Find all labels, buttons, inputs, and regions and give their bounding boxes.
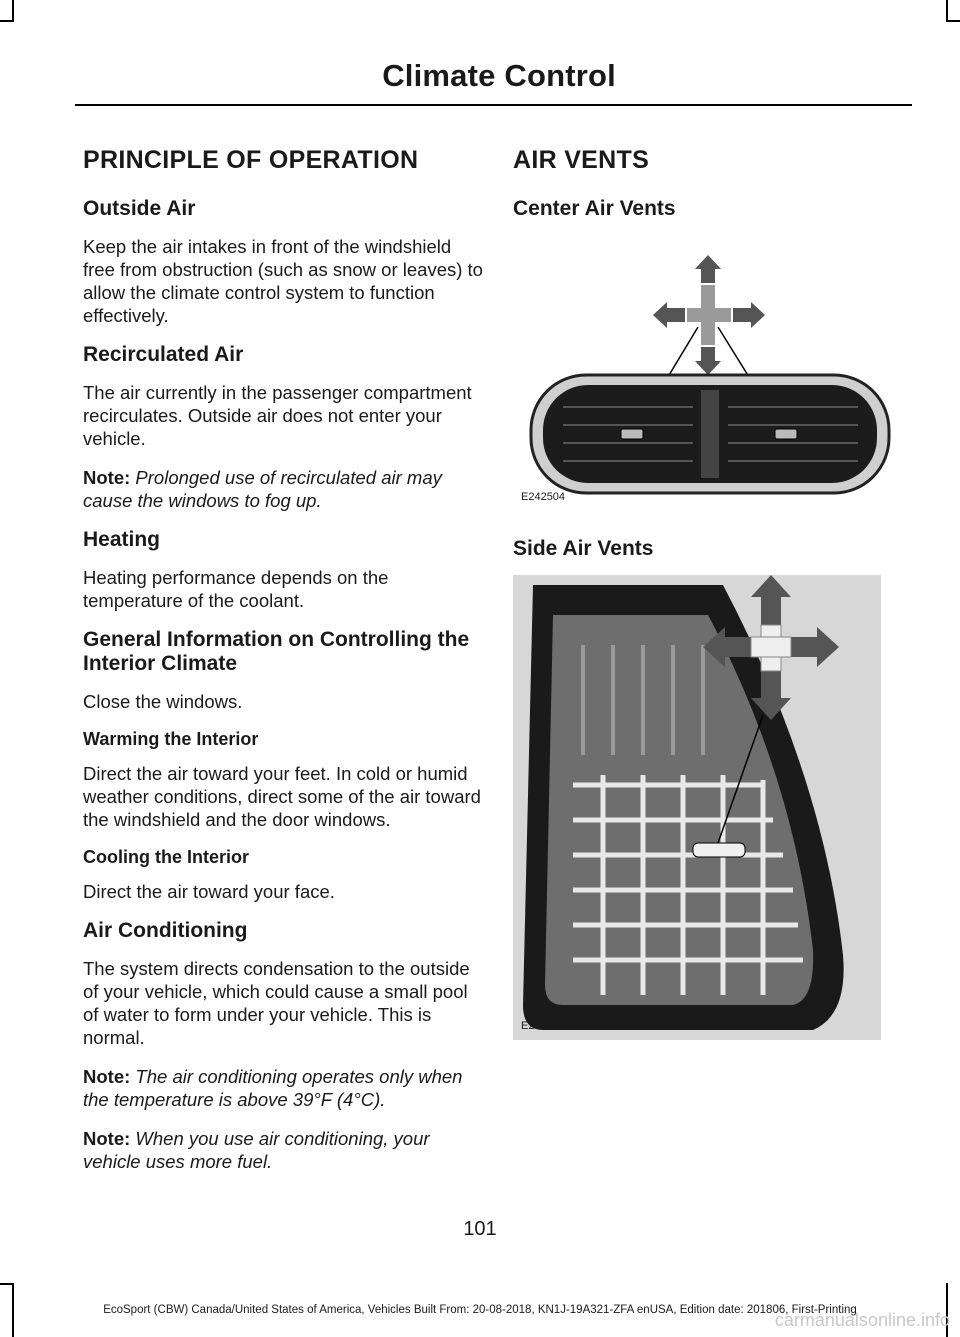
recirculated-air-text: The air currently in the passenger compartment recirculates. Outside air does not enter your vehicle.	[83, 382, 472, 449]
warming-text: Direct the air toward your feet. In cold or humid weather conditions, direct some of the air toward the windshield and the door windows.	[83, 763, 481, 830]
left-column	[83, 146, 483, 1189]
page-number: 101	[463, 1218, 497, 1240]
note-text: The air conditioning operates only when the temperature is above 39°F (4°C).	[83, 1066, 463, 1110]
air-conditioning-text: The system directs condensation to the outside of your vehicle, which could cause a small pool of water to form under your vehicle. This is normal.	[83, 958, 470, 1048]
cooling-text: Direct the air toward your face.	[83, 881, 335, 902]
note-text: Prolonged use of recirculated air may cause the windows to fog up.	[83, 467, 442, 511]
crop-mark	[12, 0, 14, 22]
watermark: carmanualsonline.info	[774, 1310, 950, 1330]
ac-note-2	[83, 1127, 483, 1173]
figure-id: E242504	[521, 491, 566, 503]
air-vents-heading: AIR VENTS	[513, 146, 650, 174]
crop-mark	[946, 20, 960, 22]
heating-heading: Heating	[83, 528, 161, 551]
note-label: Note:	[83, 1128, 131, 1149]
outside-air-heading: Outside Air	[83, 197, 196, 220]
recirculated-air-heading: Recirculated Air	[83, 343, 244, 366]
center-vent-illustration	[513, 235, 893, 505]
figure-id: E242503	[521, 1020, 566, 1032]
right-column	[513, 146, 893, 1032]
general-info-text: Close the windows.	[83, 691, 243, 712]
note-label: Note:	[83, 1066, 131, 1087]
outside-air-text: Keep the air intakes in front of the windshield free from obstruction (such as snow or leaves) to allow the climate control system to function effectively.	[83, 236, 483, 326]
side-vent-figure	[513, 575, 893, 1032]
crop-mark	[946, 0, 948, 22]
header-divider	[75, 104, 912, 106]
ac-note-1	[83, 1065, 483, 1111]
warming-heading: Warming the Interior	[83, 729, 259, 749]
side-vent-illustration	[513, 575, 881, 1040]
direction-arrows-icon	[653, 255, 765, 375]
section-heading: PRINCIPLE OF OPERATION	[83, 146, 419, 174]
page-title: Climate Control	[382, 58, 616, 93]
footer-text: EcoSport (CBW) Canada/United States of America, Vehicles Built From: 20-08-2018, KN1J-19A321-ZFA enUSA, Edition date: 201806, First-Printing	[103, 1304, 857, 1316]
cooling-heading: Cooling the Interior	[83, 847, 249, 867]
heating-text: Heating performance depends on the temperature of the coolant.	[83, 567, 389, 611]
recirculated-note	[83, 466, 483, 512]
side-vents-heading: Side Air Vents	[513, 537, 654, 560]
center-vent-figure	[513, 235, 893, 515]
note-text: When you use air conditioning, your vehicle uses more fuel.	[83, 1128, 430, 1172]
general-info-heading: General Information on Controlling the Interior Climate	[83, 628, 470, 675]
center-vents-heading: Center Air Vents	[513, 197, 676, 220]
air-conditioning-heading: Air Conditioning	[83, 919, 248, 942]
crop-mark	[0, 20, 14, 22]
note-label: Note:	[83, 467, 131, 488]
crop-mark	[0, 1283, 14, 1285]
